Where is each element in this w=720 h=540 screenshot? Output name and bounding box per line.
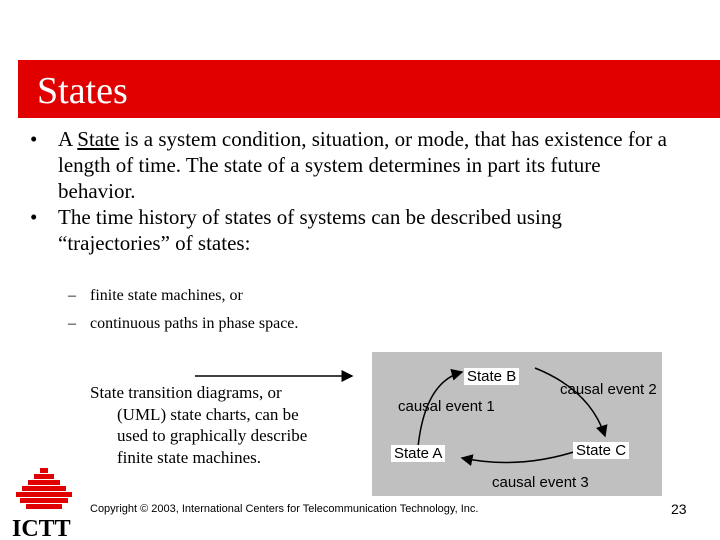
side-line-3: used to graphically describe — [117, 426, 308, 445]
state-b-node: State B — [464, 368, 519, 385]
sub-item-text: finite state machines, or — [90, 287, 243, 304]
transition-arrow-b-to-c — [535, 368, 605, 436]
bullet-1-prefix: A — [58, 127, 78, 151]
causal-event-1-label: causal event 1 — [398, 398, 495, 415]
logo-wordmark: ICTT — [12, 516, 71, 540]
causal-event-2-label: causal event 2 — [560, 381, 657, 398]
sub-item-text: continuous paths in phase space. — [90, 315, 299, 332]
dash-icon: – — [68, 315, 76, 332]
page-number: 23 — [671, 501, 687, 517]
transition-arrow-c-to-a — [462, 450, 580, 463]
side-line-1: State transition diagrams, or — [90, 383, 282, 402]
dash-icon: – — [68, 287, 76, 304]
state-c-node: State C — [573, 442, 629, 459]
bullet-2-text: The time history of states of systems can be described using “trajectories” of states: — [58, 205, 562, 255]
ictt-logo — [12, 466, 82, 540]
bullet-icon: • — [30, 205, 38, 229]
bullet-1-rest: is a system condition, situation, or mode, that has existence for a length of time. The state of a system determines in part its future behavior. — [58, 127, 667, 203]
state-a-node: State A — [391, 445, 445, 462]
side-line-2: (UML) state charts, can be — [117, 404, 299, 424]
logo-emblem-icon — [16, 468, 72, 509]
bullet-1-term: State — [77, 127, 120, 151]
slide-title: States — [37, 70, 128, 112]
bullet-icon: • — [30, 127, 38, 151]
side-line-4: finite state machines. — [117, 447, 261, 467]
causal-event-3-label: causal event 3 — [492, 474, 589, 491]
copyright-footer: Copyright © 2003, International Centers for Telecommunication Technology, Inc. — [90, 503, 479, 515]
